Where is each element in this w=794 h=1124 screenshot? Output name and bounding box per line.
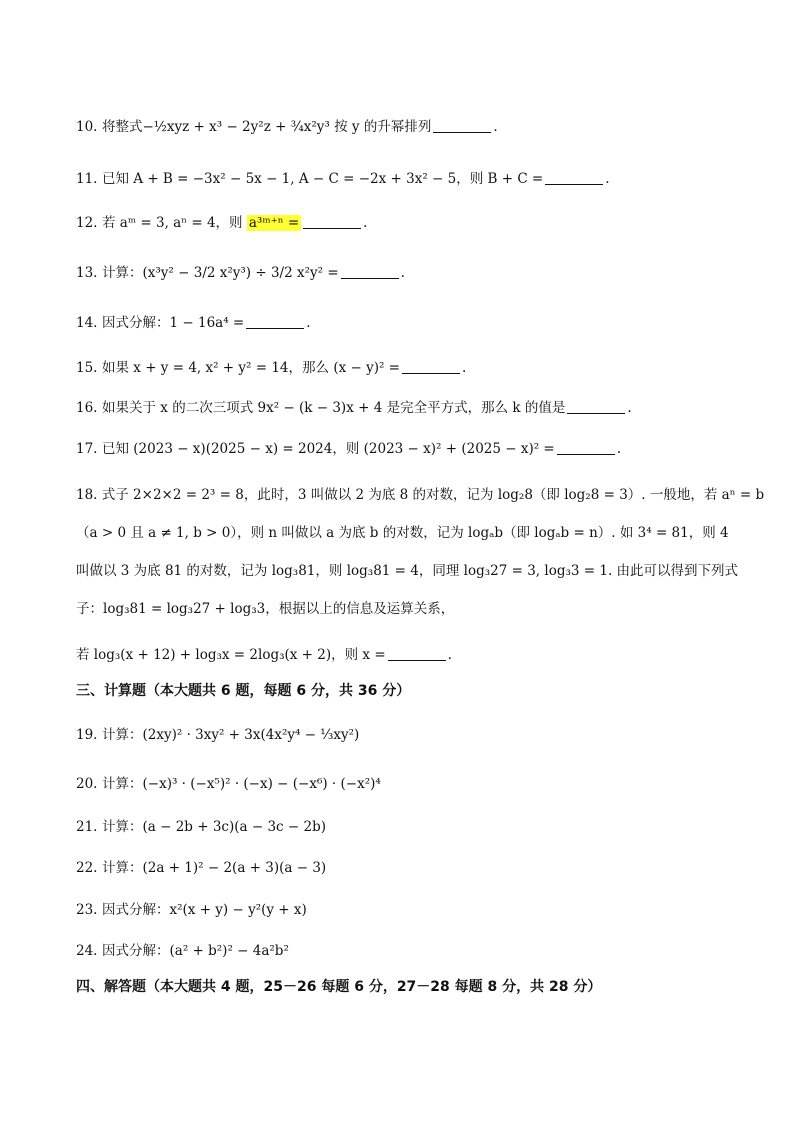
question-18-line-1: 18. 式子 2×2×2 = 2³ = 8，此时，3 叫做以 2 为底 8 的对数，记为 log₂8（即 log₂8 = 3）. 一般地，若 aⁿ = b — [76, 487, 765, 503]
answer-blank[interactable] — [567, 399, 625, 414]
highlighted-expression: a³ᵐ⁺ⁿ = — [248, 215, 300, 231]
section-4-heading: 四、解答题（本大题共 4 题，25－26 每题 6 分，27－28 每题 8 分，共 28 分） — [76, 979, 602, 995]
question-20: 20. 计算：(−x)³ · (−x⁵)² · (−x) − (−x⁶) · (−x²)⁴ — [76, 776, 381, 792]
question-16: 16. 如果关于 x 的二次三项式 9x² − (k − 3)x + 4 是完全平方式，那么 k 的值是 . — [76, 400, 632, 416]
question-18-line-3: 叫做以 3 为底 81 的对数，记为 log₃81，则 log₃81 = 4，同理 log₃27 = 3, log₃3 = 1. 由此可以得到下列式 — [76, 563, 739, 579]
answer-blank[interactable] — [557, 440, 615, 455]
question-13: 13. 计算：(x³y² − 3/2 x²y³) ÷ 3/2 x²y² = . — [76, 265, 405, 281]
question-12: 12. 若 aᵐ = 3, aⁿ = 4，则 a³ᵐ⁺ⁿ = . — [76, 215, 368, 231]
answer-blank[interactable] — [341, 264, 399, 279]
question-18-line-5: 若 log₃(x + 12) + log₃x = 2log₃(x + 2)，则 x = . — [76, 647, 452, 663]
question-11: 11. 已知 A + B = −3x² − 5x − 1, A − C = −2x + 3x² − 5，则 B + C = . — [76, 171, 610, 187]
question-18-line-2: （a > 0 且 a ≠ 1, b > 0），则 n 叫做以 a 为底 b 的对数，记为 logₐb（即 logₐb = n）. 如 3⁴ = 81，则 4 — [76, 525, 729, 541]
question-10: 10. 将整式−½xyz + x³ − 2y²z + ¾x²y³ 按 y 的升幂排列 . — [76, 119, 498, 135]
question-24: 24. 因式分解：(a² + b²)² − 4a²b² — [76, 943, 289, 959]
question-22: 22. 计算：(2a + 1)² − 2(a + 3)(a − 3) — [76, 860, 327, 876]
answer-blank[interactable] — [303, 214, 361, 229]
question-21: 21. 计算：(a − 2b + 3c)(a − 3c − 2b) — [76, 819, 327, 835]
question-23: 23. 因式分解：x²(x + y) − y²(y + x) — [76, 902, 307, 918]
question-15: 15. 如果 x + y = 4, x² + y² = 14，那么 (x − y)² = . — [76, 360, 467, 376]
question-14: 14. 因式分解：1 − 16a⁴ = . — [76, 315, 311, 331]
question-18-line-4: 子：log₃81 = log₃27 + log₃3，根据以上的信息及运算关系， — [76, 601, 455, 617]
question-19: 19. 计算：(2xy)² · 3xy² + 3x(4x²y⁴ − ⅓xy²) — [76, 727, 360, 743]
answer-blank[interactable] — [433, 118, 491, 133]
section-3-heading: 三、计算题（本大题共 6 题，每题 6 分，共 36 分） — [76, 683, 411, 699]
answer-blank[interactable] — [246, 314, 304, 329]
answer-blank[interactable] — [402, 359, 460, 374]
answer-blank[interactable] — [388, 646, 446, 661]
question-17: 17. 已知 (2023 − x)(2025 − x) = 2024，则 (2023 − x)² + (2025 − x)² = . — [76, 441, 622, 457]
answer-blank[interactable] — [545, 170, 603, 185]
